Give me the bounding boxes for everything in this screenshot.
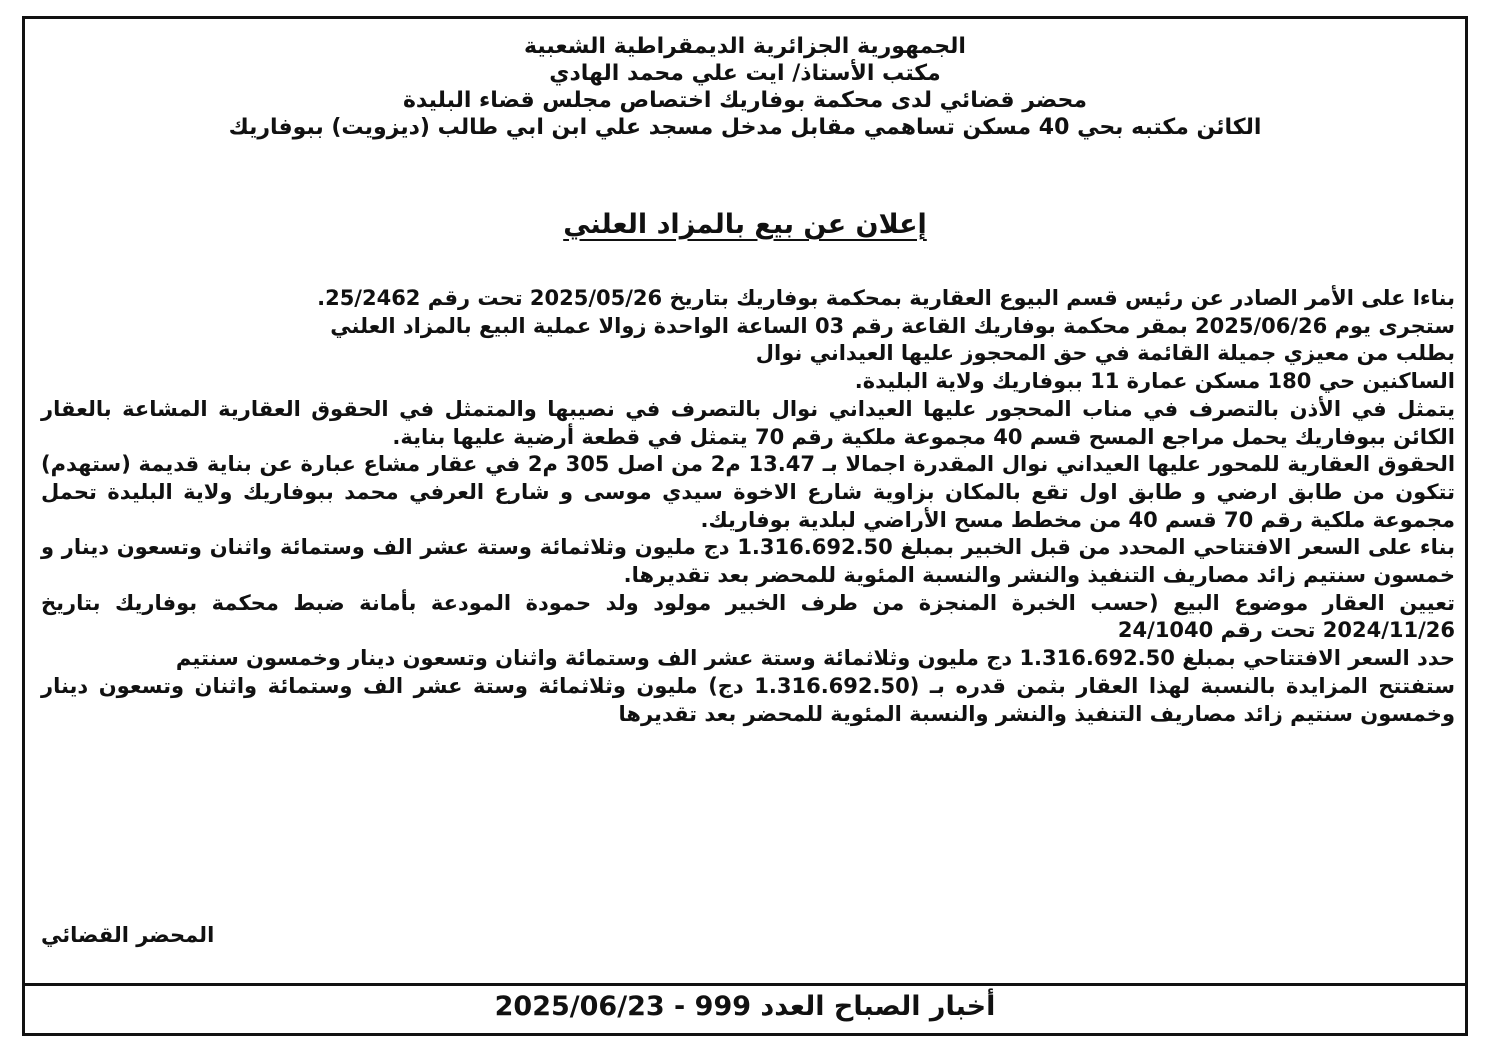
notice-title: إعلان عن بيع بالمزاد العلني [563, 209, 927, 240]
paragraph-residence: الساكنين حي 180 مسكن عمارة 11 ببوفاريك ولاية البليدة. [854, 369, 1455, 394]
paragraph-bidding-open: ستفتتح المزايدة بالنسبة لهذا العقار بثمن قدره بـ (1.316.692.50 دج) مليون وثلاثمائة وستة عشر الف وستمائة واثنان وتسعون دينار وخمسون سنتيم زائد مصاريف التنفيذ والنشر والنسبة المئوية للمحضر بعد تقديرها [41, 673, 1455, 726]
footer-divider [25, 983, 1465, 986]
paragraph-requester: بطلب من معيزي جميلة القائمة في حق المحجوز عليها العيداني نوال [755, 341, 1455, 366]
paragraph-order: بناءا على الأمر الصادر عن رئيس قسم البيوع العقارية بمحكمة بوفاريك بتاريخ 2025/05/26 تحت رقم 25/2462. [317, 286, 1455, 310]
paragraph-expertise: تعيين العقار موضوع البيع (حسب الخبرة المنجزة من طرف الخبير مولود ولد حمودة المودعة بأمانة ضبط محكمة بوفاريك بتاريخ 2024/11/26 تحت رقم 24/1040 [41, 590, 1455, 643]
publication-footer: أخبار الصباح العدد 999 - 2025/06/23 [494, 991, 996, 1022]
notice-body [41, 285, 1455, 728]
paragraph-price-set: حدد السعر الافتتاحي بمبلغ 1.316.692.50 دج مليون وثلاثمائة وستة عشر الف وستمائة واثنان وتسعون دينار وخمسون سنتيم [175, 646, 1455, 671]
paragraph-property-rights: الحقوق العقارية للمحور عليها العيداني نوال المقدرة اجمالا بـ 13.47 م2 من اصل 305 م2 في عقار مشاع عبارة عن بناية قديمة (ستهدم) تتكون من طابق ارضي و طابق اول تقع بالمكان بزاوية شارع الاخوة سيدي موسى و شارع العرفي محمد ببوفاريك ولاية البليدة تحمل مجموعة ملكية رقم 70 قسم 40 من مخطط مسح الأراضي لبلدية بوفاريك. [41, 452, 1456, 532]
header-office: مكتب الأستاذ/ ايت علي محمد الهادي [549, 61, 941, 86]
paragraph-opening-price: بناء على السعر الافتتاحي المحدد من قبل الخبير بمبلغ 1.316.692.50 دج مليون وثلاثمائة وستة عشر الف وستمائة واثنان وتسعون دينار و خمسون سنتيم زائد مصاريف التنفيذ والنشر والنسبة المئوية للمحضر بعد تقديرها. [41, 535, 1455, 588]
signature: المحضر القضائي [41, 923, 215, 947]
header-bailiff: محضر قضائي لدى محكمة بوفاريك اختصاص مجلس قضاء البليدة [402, 88, 1088, 113]
paragraph-sale-date: ستجرى يوم 2025/06/26 بمقر محكمة بوفاريك القاعة رقم 03 الساعة الواحدة زوالا عملية البيع بالمزاد العلني [330, 313, 1455, 338]
header-republic: الجمهورية الجزائرية الديمقراطية الشعبية [524, 34, 966, 59]
header-address: الكائن مكتبه بحي 40 مسكن تساهمي مقابل مدخل مسجد علي ابن ابي طالب (ديزويت) ببوفاريك [228, 115, 1262, 140]
notice-frame [22, 16, 1468, 1036]
paragraph-authorization: يتمثل في الأذن بالتصرف في مناب المحجور عليها العيداني نوال بالتصرف في نصيبها والمتمثل في الحقوق العقارية المشاعة بالعقار الكائن ببوفاريك يحمل مراجع المسح قسم 40 مجموعة ملكية رقم 70 يتمثل في قطعة أرضية عليها بناية. [41, 396, 1455, 449]
issuer-header [25, 33, 1465, 141]
